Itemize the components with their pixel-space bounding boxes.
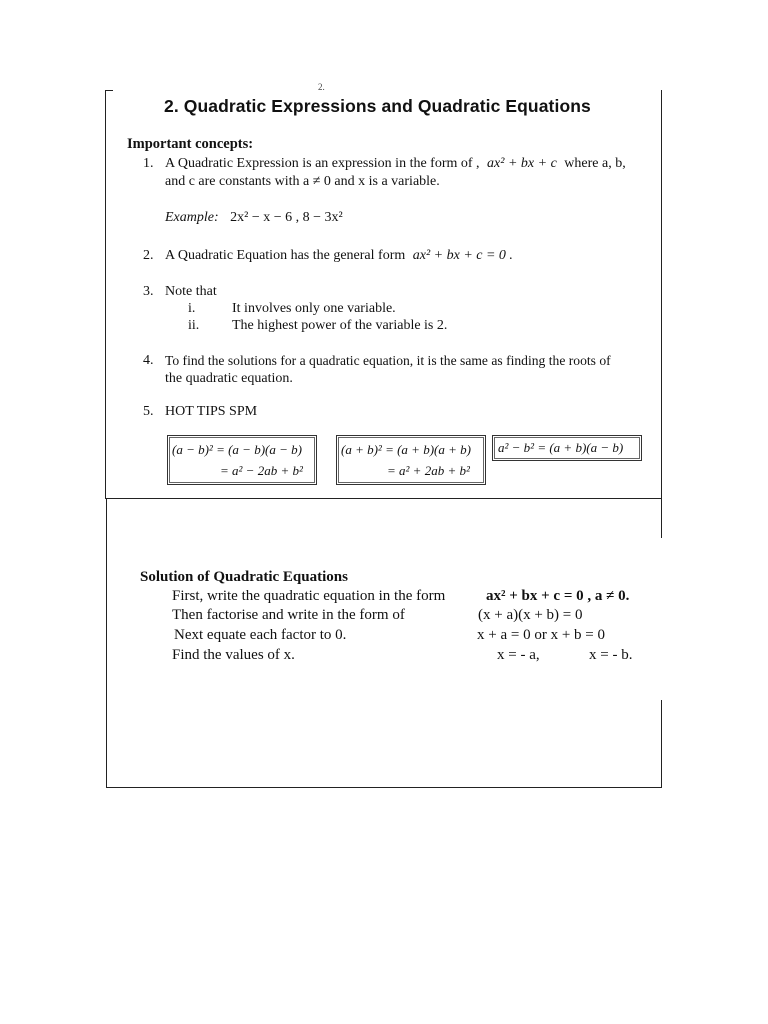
item2-number: 2. — [143, 248, 154, 263]
item1-line1-tail: where a, b, — [564, 156, 626, 171]
solution-step2-text: Then factorise and write in the form of — [172, 607, 405, 623]
item4-number: 4. — [143, 353, 154, 368]
item4-line2: the quadratic equation. — [165, 371, 293, 386]
example-values: 2x² − x − 6 , 8 − 3x² — [230, 210, 343, 225]
concepts-heading: Important concepts: — [127, 136, 254, 152]
item3-sub-ii-label: ii. — [188, 318, 200, 333]
frame-right-lower — [661, 498, 662, 538]
hot-tip-box-3 — [492, 435, 642, 461]
hot-tip-1-line2: = a² − 2ab + b² — [220, 463, 303, 478]
item1-example — [165, 210, 343, 226]
item1-line1-text: A Quadratic Expression is an expression in the form of , — [165, 156, 480, 171]
item2-line — [165, 248, 513, 264]
frame-right-upper — [661, 90, 662, 498]
hot-tip-box-2 — [336, 435, 486, 485]
example-label: Example: — [165, 210, 219, 225]
solution-heading: Solution of Quadratic Equations — [140, 569, 348, 585]
solution-step3-formula: x + a = 0 or x + b = 0 — [477, 627, 605, 643]
hot-tip-2-line2: = a² + 2ab + b² — [387, 463, 470, 478]
item1-line2: and c are constants with a ≠ 0 and x is a variable. — [165, 174, 440, 189]
header-mark: 2. — [318, 82, 325, 92]
solution-step4-text: Find the values of x. — [172, 647, 295, 663]
item3-text: Note that — [165, 284, 217, 299]
item1-number: 1. — [143, 156, 154, 171]
item2-formula: ax² + bx + c = 0 . — [412, 248, 513, 263]
solution-step1-text: First, write the quadratic equation in the form — [172, 588, 446, 604]
hot-tip-box-1 — [167, 435, 317, 485]
item2-text: A Quadratic Equation has the general form — [165, 248, 406, 263]
frame-right-lower-2 — [661, 700, 662, 788]
frame-left-lower — [106, 498, 107, 788]
solution-step4-formula-b: x = - b. — [589, 647, 633, 663]
item3-sub-i-label: i. — [188, 301, 196, 316]
item1-line1 — [165, 156, 626, 172]
frame-divider — [105, 498, 662, 499]
item4-line1: To find the solutions for a quadratic equation, it is the same as finding the roots of — [165, 353, 611, 368]
item3-number: 3. — [143, 284, 154, 299]
frame-left-upper — [105, 90, 106, 498]
frame-top-left-tick — [105, 90, 113, 91]
hot-tip-2-line1: (a + b)² = (a + b)(a + b) — [341, 442, 471, 457]
solution-step2-formula: (x + a)(x + b) = 0 — [478, 607, 583, 623]
item3-sub-i-text: It involves only one variable. — [232, 301, 396, 316]
item3-sub-ii-text: The highest power of the variable is 2. — [232, 318, 448, 333]
solution-step4-formula-a: x = - a, — [497, 647, 540, 663]
hot-tip-1-line1: (a − b)² = (a − b)(a − b) — [172, 442, 302, 457]
hot-tip-3-line1: a² − b² = (a + b)(a − b) — [498, 440, 624, 455]
item5-number: 5. — [143, 404, 154, 419]
frame-bottom — [106, 787, 662, 788]
page-title: 2. Quadratic Expressions and Quadratic Equations — [164, 96, 591, 116]
item1-line1-formula: ax² + bx + c — [487, 156, 557, 171]
solution-step3-text: Next equate each factor to 0. — [174, 627, 347, 643]
item5-text: HOT TIPS SPM — [165, 404, 258, 419]
solution-step1-formula: ax² + bx + c = 0 , a ≠ 0. — [486, 588, 630, 604]
